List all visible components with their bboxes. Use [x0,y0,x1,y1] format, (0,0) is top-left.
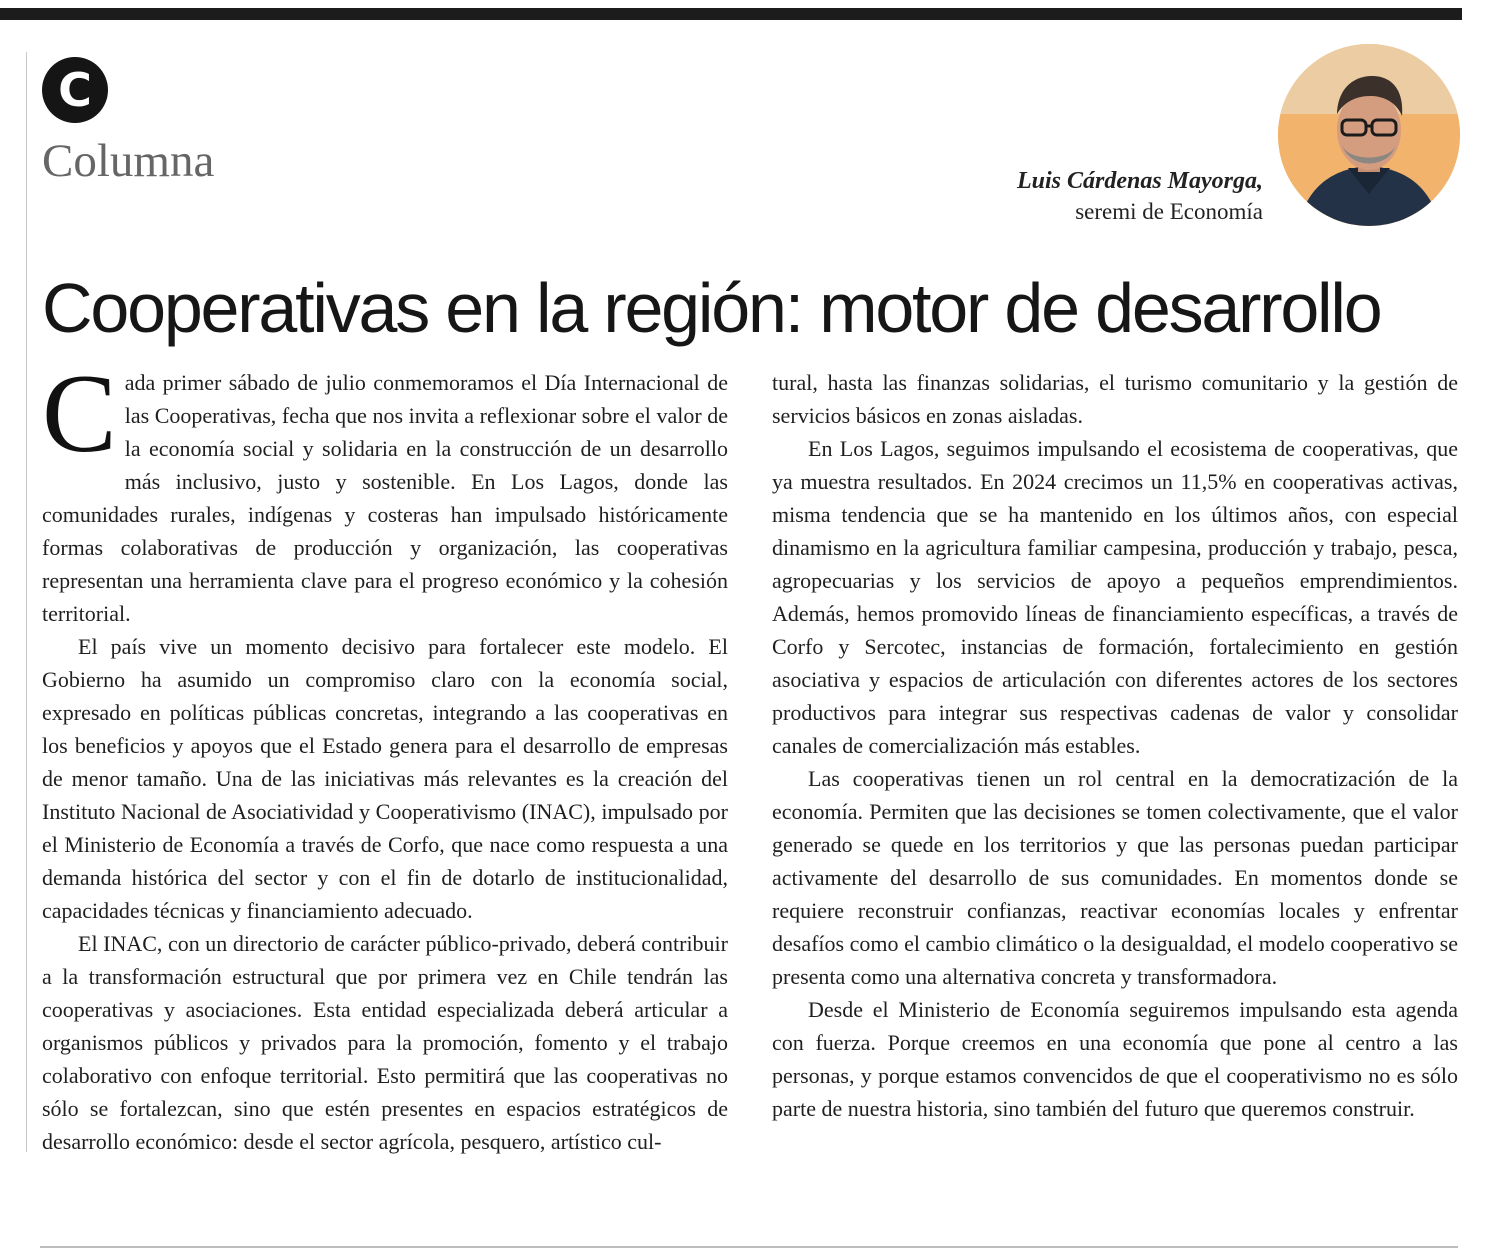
side-rule [26,52,27,1152]
paragraph-1 [42,352,728,630]
author-portrait-icon [1278,44,1460,226]
article-column-right [772,366,1458,1125]
headline: Cooperativas en la región: motor de desarrollo [42,269,1381,347]
byline [1017,166,1263,227]
paragraph-6: Las cooperativas tienen un rol central en la democratización de la economía. Permiten que las decisiones se tomen colectivamente, que el valor generado se quede en los territorios y que las personas puedan participar activamente del desarrollo de sus comunidades. En momentos donde se requiere reconstruir confianzas, reactivar economías locales y enfrentar desafíos como el cambio climático o la desigualdad, el modelo cooperativo se presenta como una alternativa concreta y transformadora. [772,766,1458,989]
author-role: seremi de Economía [1075,199,1263,225]
paragraph-7: Desde el Ministerio de Economía seguiremos impulsando esta agenda con fuerza. Porque creemos en una economía que pone al centro a las personas, y porque estamos convencidos de que el cooperativismo no es sólo parte de nuestra historia, sino también del futuro que queremos construir. [772,997,1458,1121]
drop-cap: C [42,352,117,476]
paragraph-1-text: ada primer sábado de julio conmemoramos el Día Internacional de las Cooperativas, fecha que nos invita a reflexionar sobre el valor de la economía social y solidaria en la construcción de un desarrollo más inclusivo, justo y sostenible. En Los Lagos, donde las comunidades rurales, indígenas y costeras han impulsado históricamente formas colaborativas de producción y organización, las cooperativas representan una herramienta clave para el progreso económico y la cohesión territorial. [42,370,728,626]
paragraph-2: El país vive un momento decisivo para fortalecer este modelo. El Gobierno ha asumido un compromiso claro con la economía social, expresado en políticas públicas concretas, integrando a las cooperativas en los beneficios y apoyos que el Estado genera para el desarrollo de empresas de menor tamaño. Una de las iniciativas más relevantes es la creación del Instituto Nacional de Asociatividad y Cooperativismo (INAC), impulsado por el Ministerio de Economía a través de Corfo, que nace como respuesta a una demanda histórica del sector y con el fin de dotarlo de institucionalidad, capacidades técnicas y financiamiento adecuado. [42,634,728,923]
section-label: Columna [42,135,215,187]
column-badge-icon [42,57,108,123]
top-rule [0,8,1462,20]
article-column-left [42,352,728,1158]
paragraph-3: El INAC, con un directorio de carácter público-privado, deberá contribuir a la transformación estructural que por primera vez en Chile tendrán las cooperativas y asociaciones. Esta entidad especializada deberá articular a organismos públicos y privados para la promoción, fomento y el trabajo colaborativo con enfoque territorial. Esto permitirá que las cooperativas no sólo se fortalezcan, sino que estén presentes en espacios estratégicos de desarrollo económico: desde el sector agrícola, pesquero, artístico cul- [42,931,728,1154]
paragraph-4: tural, hasta las finanzas solidarias, el turismo comunitario y la gestión de servicios básicos en zonas aisladas. [772,370,1458,428]
bottom-rule [40,1246,1458,1248]
paragraph-5: En Los Lagos, seguimos impulsando el ecosistema de cooperativas, que ya muestra resultados. En 2024 crecimos un 11,5% en cooperativas activas, misma tendencia que se ha mantenido en los últimos años, con especial dinamismo en la agricultura familiar campesina, producción y trabajo, pesca, agropecuarias y los servicios de apoyo a pequeños emprendimientos. Además, hemos promovido líneas de financiamiento específicas, a través de Corfo y Sercotec, instancias de formación, fortalecimiento en gestión asociativa y espacios de articulación con diferentes actores de los sectores productivos para integrar sus respectivas cadenas de valor y consolidar canales de comercialización más estables. [772,436,1458,758]
badge-letter: C [58,63,92,117]
author-name: Luis Cárdenas Mayorga, [1016,168,1263,194]
